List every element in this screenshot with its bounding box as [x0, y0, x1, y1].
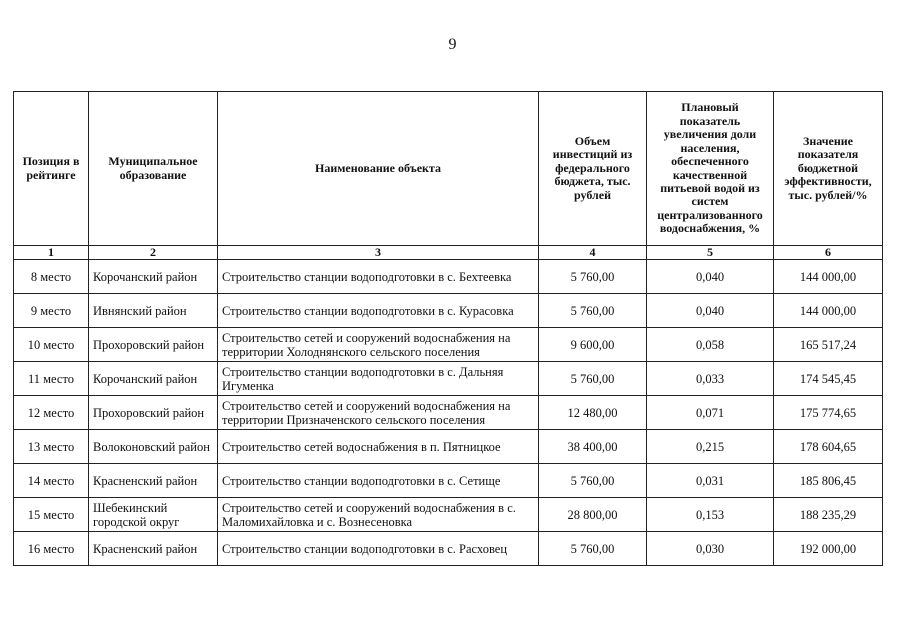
object-cell: Строительство сетей и сооружений водоснабжения на территории Холоднянского сельского поселения: [218, 328, 539, 362]
municipality-cell: Корочанский район: [89, 260, 218, 294]
efficiency-cell: 185 806,45: [774, 464, 883, 498]
indicator-cell: 0,153: [647, 498, 774, 532]
header-object: Наименование объекта: [218, 92, 539, 246]
table-row: [14, 328, 883, 362]
object-cell: Строительство станции водоподготовки в с. Дальняя Игуменка: [218, 362, 539, 396]
column-number: 4: [539, 246, 647, 260]
indicator-cell: 0,033: [647, 362, 774, 396]
efficiency-cell: 144 000,00: [774, 260, 883, 294]
object-cell: Строительство станции водоподготовки в с. Курасовка: [218, 294, 539, 328]
municipality-cell: Ивнянский район: [89, 294, 218, 328]
header-investment: Объем инвестиций из федерального бюджета, тыс. рублей: [539, 92, 647, 246]
efficiency-cell: 192 000,00: [774, 532, 883, 566]
object-cell: Строительство станции водоподготовки в с. Расховец: [218, 532, 539, 566]
indicator-cell: 0,040: [647, 260, 774, 294]
table-row: [14, 464, 883, 498]
page-number: 9: [448, 36, 457, 53]
investment-cell: 38 400,00: [539, 430, 647, 464]
table-row: [14, 294, 883, 328]
object-cell: Строительство сетей и сооружений водоснабжения в с. Маломихайловка и с. Вознесеновка: [218, 498, 539, 532]
position-cell: 16 место: [14, 532, 89, 566]
efficiency-cell: 144 000,00: [774, 294, 883, 328]
position-cell: 8 место: [14, 260, 89, 294]
position-cell: 12 место: [14, 396, 89, 430]
efficiency-cell: 178 604,65: [774, 430, 883, 464]
table-row: [14, 430, 883, 464]
investment-cell: 28 800,00: [539, 498, 647, 532]
position-cell: 11 место: [14, 362, 89, 396]
rating-table: [13, 91, 883, 566]
indicator-cell: 0,030: [647, 532, 774, 566]
municipality-cell: Красненский район: [89, 532, 218, 566]
header-municipality: Муниципальное образование: [89, 92, 218, 246]
object-cell: Строительство станции водоподготовки в с. Бехтеевка: [218, 260, 539, 294]
investment-cell: 9 600,00: [539, 328, 647, 362]
position-cell: 14 место: [14, 464, 89, 498]
municipality-cell: Прохоровский район: [89, 328, 218, 362]
column-number: 5: [647, 246, 774, 260]
investment-cell: 12 480,00: [539, 396, 647, 430]
indicator-cell: 0,058: [647, 328, 774, 362]
indicator-cell: 0,040: [647, 294, 774, 328]
investment-cell: 5 760,00: [539, 464, 647, 498]
position-cell: 10 место: [14, 328, 89, 362]
column-number: 1: [14, 246, 89, 260]
investment-cell: 5 760,00: [539, 294, 647, 328]
position-cell: 9 место: [14, 294, 89, 328]
table-row: [14, 498, 883, 532]
investment-cell: 5 760,00: [539, 532, 647, 566]
table-row: [14, 532, 883, 566]
municipality-cell: Волоконовский район: [89, 430, 218, 464]
efficiency-cell: 175 774,65: [774, 396, 883, 430]
efficiency-cell: 174 545,45: [774, 362, 883, 396]
indicator-cell: 0,215: [647, 430, 774, 464]
municipality-cell: Шебекинский городской округ: [89, 498, 218, 532]
position-cell: 13 место: [14, 430, 89, 464]
header-indicator: Плановый показатель увеличения доли населения, обеспеченного качественной питьевой водой из систем централизованного водоснабжения, %: [647, 92, 774, 246]
object-cell: Строительство сетей и сооружений водоснабжения на территории Призначенского сельского поселения: [218, 396, 539, 430]
municipality-cell: Красненский район: [89, 464, 218, 498]
indicator-cell: 0,071: [647, 396, 774, 430]
header-position: Позиция в рейтинге: [14, 92, 89, 246]
table-row: [14, 396, 883, 430]
column-number: 2: [89, 246, 218, 260]
efficiency-cell: 165 517,24: [774, 328, 883, 362]
column-number: 3: [218, 246, 539, 260]
column-number: 6: [774, 246, 883, 260]
object-cell: Строительство сетей водоснабжения в п. Пятницкое: [218, 430, 539, 464]
investment-cell: 5 760,00: [539, 362, 647, 396]
table-row: [14, 362, 883, 396]
indicator-cell: 0,031: [647, 464, 774, 498]
municipality-cell: Корочанский район: [89, 362, 218, 396]
header-efficiency: Значение показателя бюджетной эффективности, тыс. рублей/%: [774, 92, 883, 246]
municipality-cell: Прохоровский район: [89, 396, 218, 430]
investment-cell: 5 760,00: [539, 260, 647, 294]
column-number-row: [14, 246, 883, 260]
object-cell: Строительство станции водоподготовки в с. Сетище: [218, 464, 539, 498]
table-header-row: [14, 92, 883, 246]
position-cell: 15 место: [14, 498, 89, 532]
efficiency-cell: 188 235,29: [774, 498, 883, 532]
table-row: [14, 260, 883, 294]
